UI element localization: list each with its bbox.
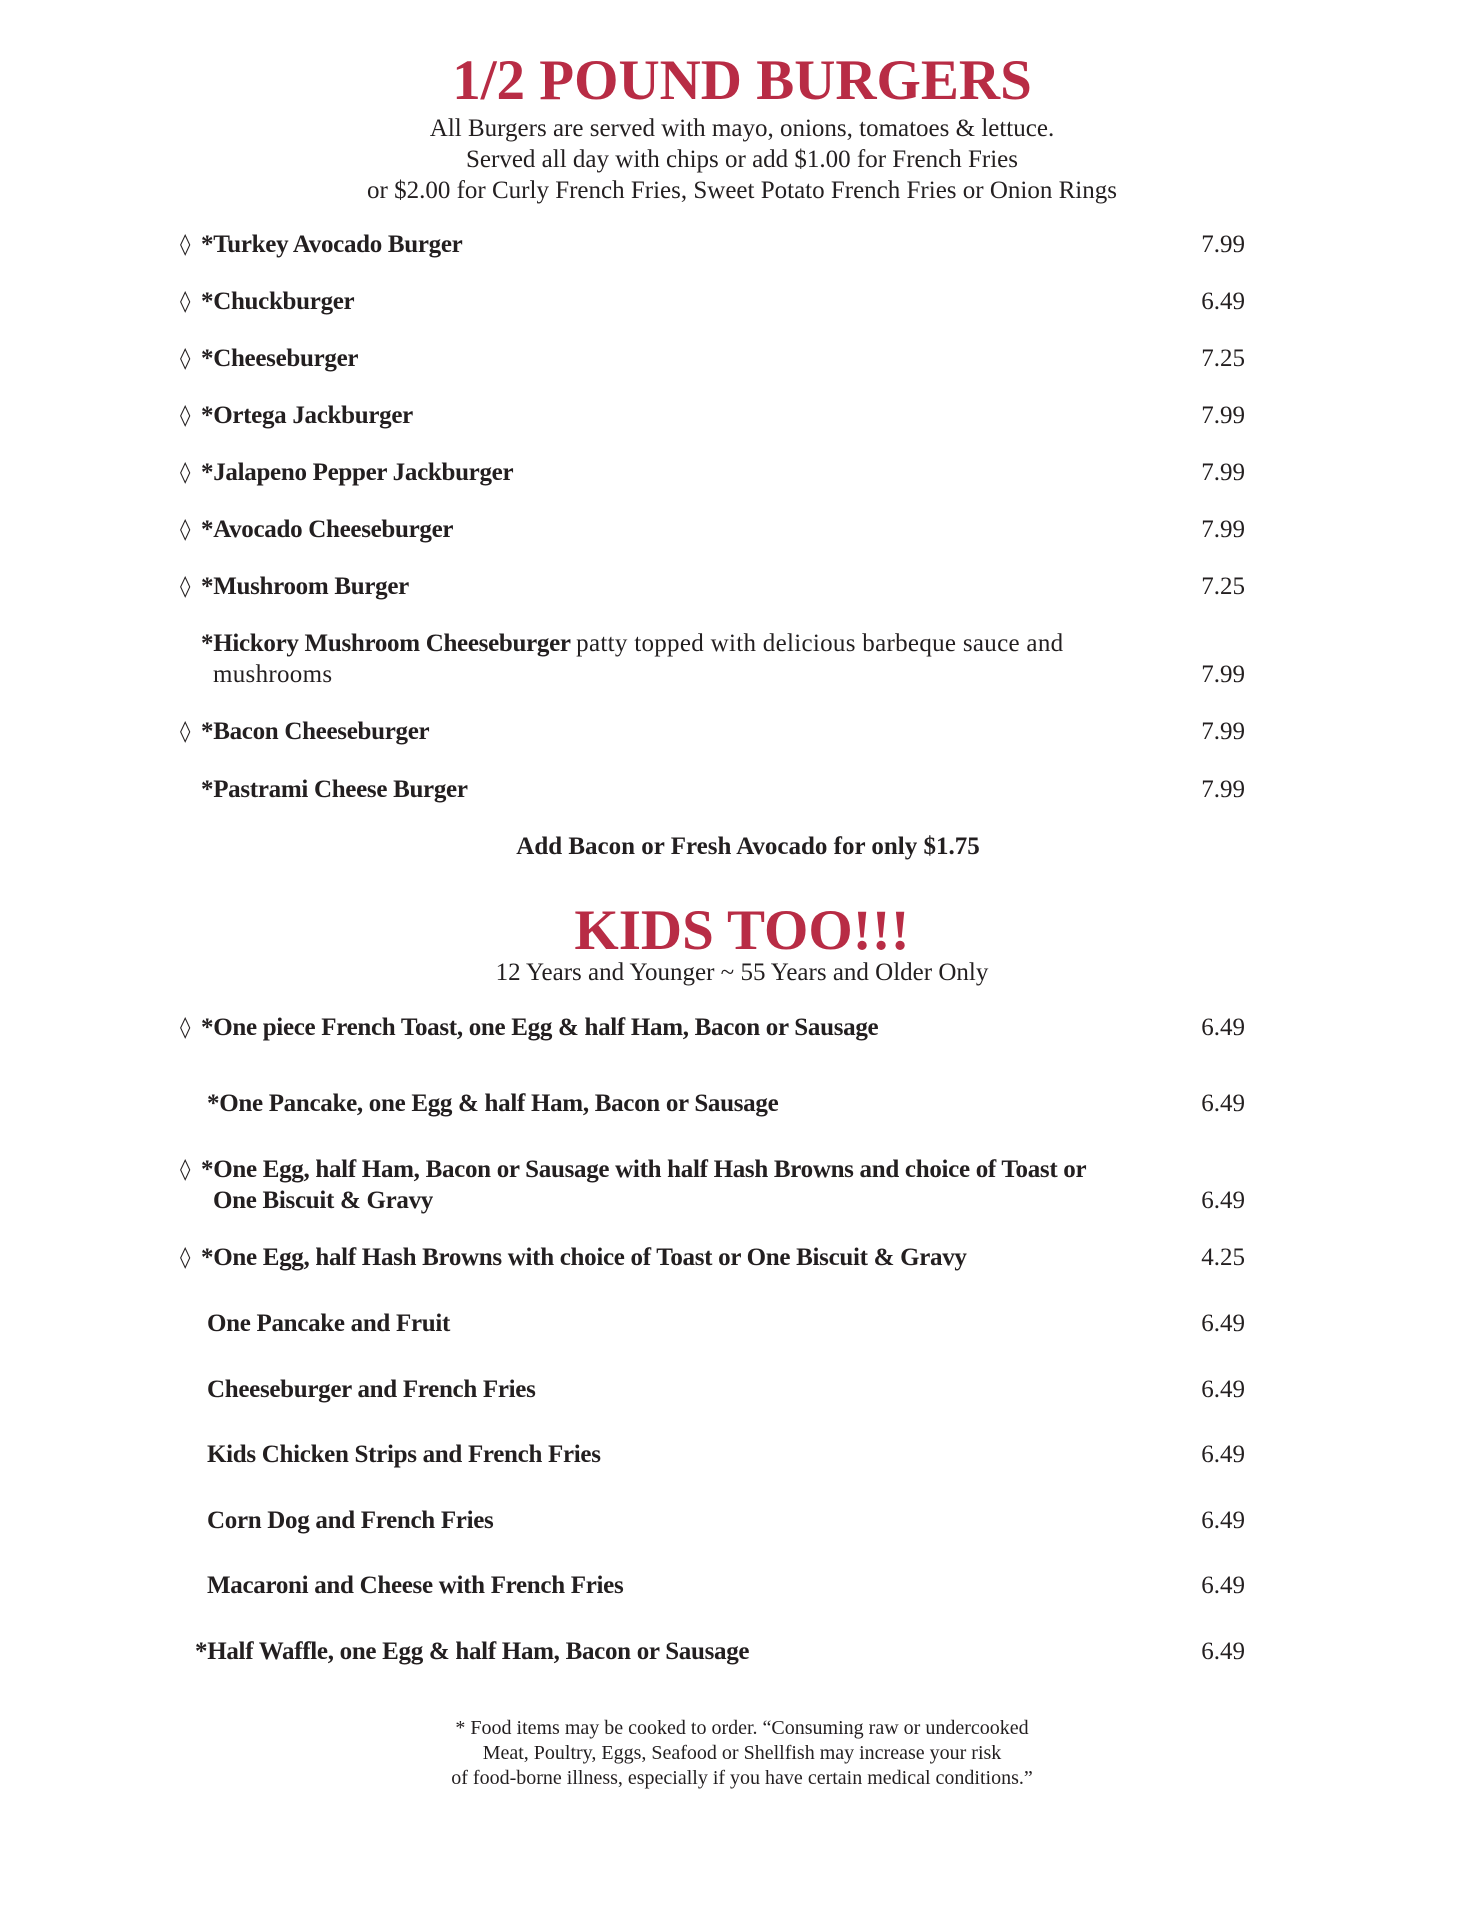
diamond-icon: ◊ bbox=[180, 574, 191, 598]
menu-item-name: *Pastrami Cheese Burger bbox=[201, 776, 468, 803]
diamond-icon: ◊ bbox=[180, 1245, 191, 1269]
burgers-subtitle-line: or $2.00 for Curly French Fries, Sweet Potato French Fries or Onion Rings bbox=[367, 177, 1117, 204]
burgers-title: 1/2 POUND BURGERS bbox=[452, 49, 1032, 112]
diamond-icon: ◊ bbox=[180, 346, 191, 370]
diamond-icon: ◊ bbox=[180, 719, 191, 743]
menu-item-name: *Jalapeno Pepper Jackburger bbox=[201, 459, 514, 486]
menu-item-price: 6.49 bbox=[1201, 1310, 1245, 1337]
menu-item-name: *Half Waffle, one Egg & half Ham, Bacon or Sausage bbox=[195, 1638, 750, 1665]
menu-item-description: patty topped with delicious barbeque sauce and bbox=[576, 630, 1064, 657]
burgers-subtitle bbox=[0, 113, 1484, 206]
menu-item-price: 6.49 bbox=[1201, 1376, 1245, 1403]
kids-subtitle: 12 Years and Younger ~ 55 Years and Older Only bbox=[495, 959, 989, 986]
disclaimer-line: of food-borne illness, especially if you have certain medical conditions.” bbox=[451, 1767, 1033, 1789]
food-safety-disclaimer bbox=[0, 1716, 1484, 1791]
menu-item-name-cont: One Biscuit & Gravy bbox=[213, 1187, 433, 1214]
menu-item-price: 6.49 bbox=[1201, 288, 1245, 315]
menu-item-name: *Cheeseburger bbox=[201, 345, 359, 372]
menu-item-price: 6.49 bbox=[1201, 1187, 1245, 1214]
menu-item-price: 6.49 bbox=[1201, 1572, 1245, 1599]
menu-item-name: *Chuckburger bbox=[201, 288, 355, 315]
menu-item-price: 7.99 bbox=[1201, 402, 1245, 429]
disclaimer-line: Meat, Poultry, Eggs, Seafood or Shellfish may increase your risk bbox=[482, 1742, 1002, 1764]
menu-item-name-block bbox=[201, 1154, 1181, 1216]
menu-item-description-cont: mushrooms bbox=[213, 661, 333, 688]
menu-item-price: 6.49 bbox=[1201, 1507, 1245, 1534]
diamond-icon: ◊ bbox=[180, 517, 191, 541]
diamond-icon: ◊ bbox=[180, 1157, 191, 1181]
menu-item-name: *One Egg, half Ham, Bacon or Sausage with half Hash Browns and choice of Toast or bbox=[201, 1156, 1087, 1183]
menu-item-price: 6.49 bbox=[1201, 1638, 1245, 1665]
menu-item-name: *Mushroom Burger bbox=[201, 573, 409, 600]
menu-item bbox=[180, 628, 1245, 690]
menu-item-name: *One Pancake, one Egg & half Ham, Bacon or Sausage bbox=[207, 1090, 779, 1117]
menu-item-name: Corn Dog and French Fries bbox=[207, 1507, 494, 1534]
diamond-icon: ◊ bbox=[180, 232, 191, 256]
menu-item-name: Macaroni and Cheese with French Fries bbox=[207, 1572, 624, 1599]
menu-item-name: *Turkey Avocado Burger bbox=[201, 231, 463, 258]
disclaimer-line: * Food items may be cooked to order. “Consuming raw or undercooked bbox=[455, 1717, 1029, 1739]
menu-item-price: 7.99 bbox=[1201, 516, 1245, 543]
diamond-icon: ◊ bbox=[180, 460, 191, 484]
menu-item-name: One Pancake and Fruit bbox=[207, 1310, 451, 1337]
menu-item-name-block bbox=[201, 628, 1181, 690]
menu-item-name: Kids Chicken Strips and French Fries bbox=[207, 1441, 601, 1468]
diamond-icon: ◊ bbox=[180, 403, 191, 427]
menu-item-price: 6.49 bbox=[1201, 1441, 1245, 1468]
menu-item-price: 4.25 bbox=[1201, 1244, 1245, 1271]
menu-item-price: 6.49 bbox=[1201, 1014, 1245, 1041]
menu-item-price: 7.25 bbox=[1201, 345, 1245, 372]
menu-item-name: *Avocado Cheeseburger bbox=[201, 516, 454, 543]
menu-item-price: 6.49 bbox=[1201, 1090, 1245, 1117]
kids-title: KIDS TOO!!! bbox=[574, 899, 910, 962]
menu-item-price: 7.99 bbox=[1201, 459, 1245, 486]
menu-item-price: 7.99 bbox=[1201, 718, 1245, 745]
burgers-subtitle-line: Served all day with chips or add $1.00 for French Fries bbox=[466, 146, 1018, 173]
menu-item-name: *Hickory Mushroom Cheeseburger bbox=[201, 630, 571, 657]
menu-item bbox=[180, 1154, 1245, 1216]
menu-item-price: 7.99 bbox=[1201, 661, 1245, 688]
menu-item-name: *Ortega Jackburger bbox=[201, 402, 413, 429]
menu-item-name: *Bacon Cheeseburger bbox=[201, 718, 430, 745]
menu-item-price: 7.99 bbox=[1201, 231, 1245, 258]
diamond-icon: ◊ bbox=[180, 1015, 191, 1039]
diamond-icon: ◊ bbox=[180, 289, 191, 313]
menu-item-name: *One piece French Toast, one Egg & half Ham, Bacon or Sausage bbox=[201, 1014, 879, 1041]
burgers-subtitle-line: All Burgers are served with mayo, onions, tomatoes & lettuce. bbox=[429, 115, 1055, 142]
menu-item-name: *One Egg, half Hash Browns with choice of Toast or One Biscuit & Gravy bbox=[201, 1244, 967, 1271]
menu-item-name: Cheeseburger and French Fries bbox=[207, 1376, 536, 1403]
menu-item-price: 7.99 bbox=[1201, 776, 1245, 803]
add-on-note: Add Bacon or Fresh Avocado for only $1.75 bbox=[516, 833, 980, 860]
menu-item-price: 7.25 bbox=[1201, 573, 1245, 600]
